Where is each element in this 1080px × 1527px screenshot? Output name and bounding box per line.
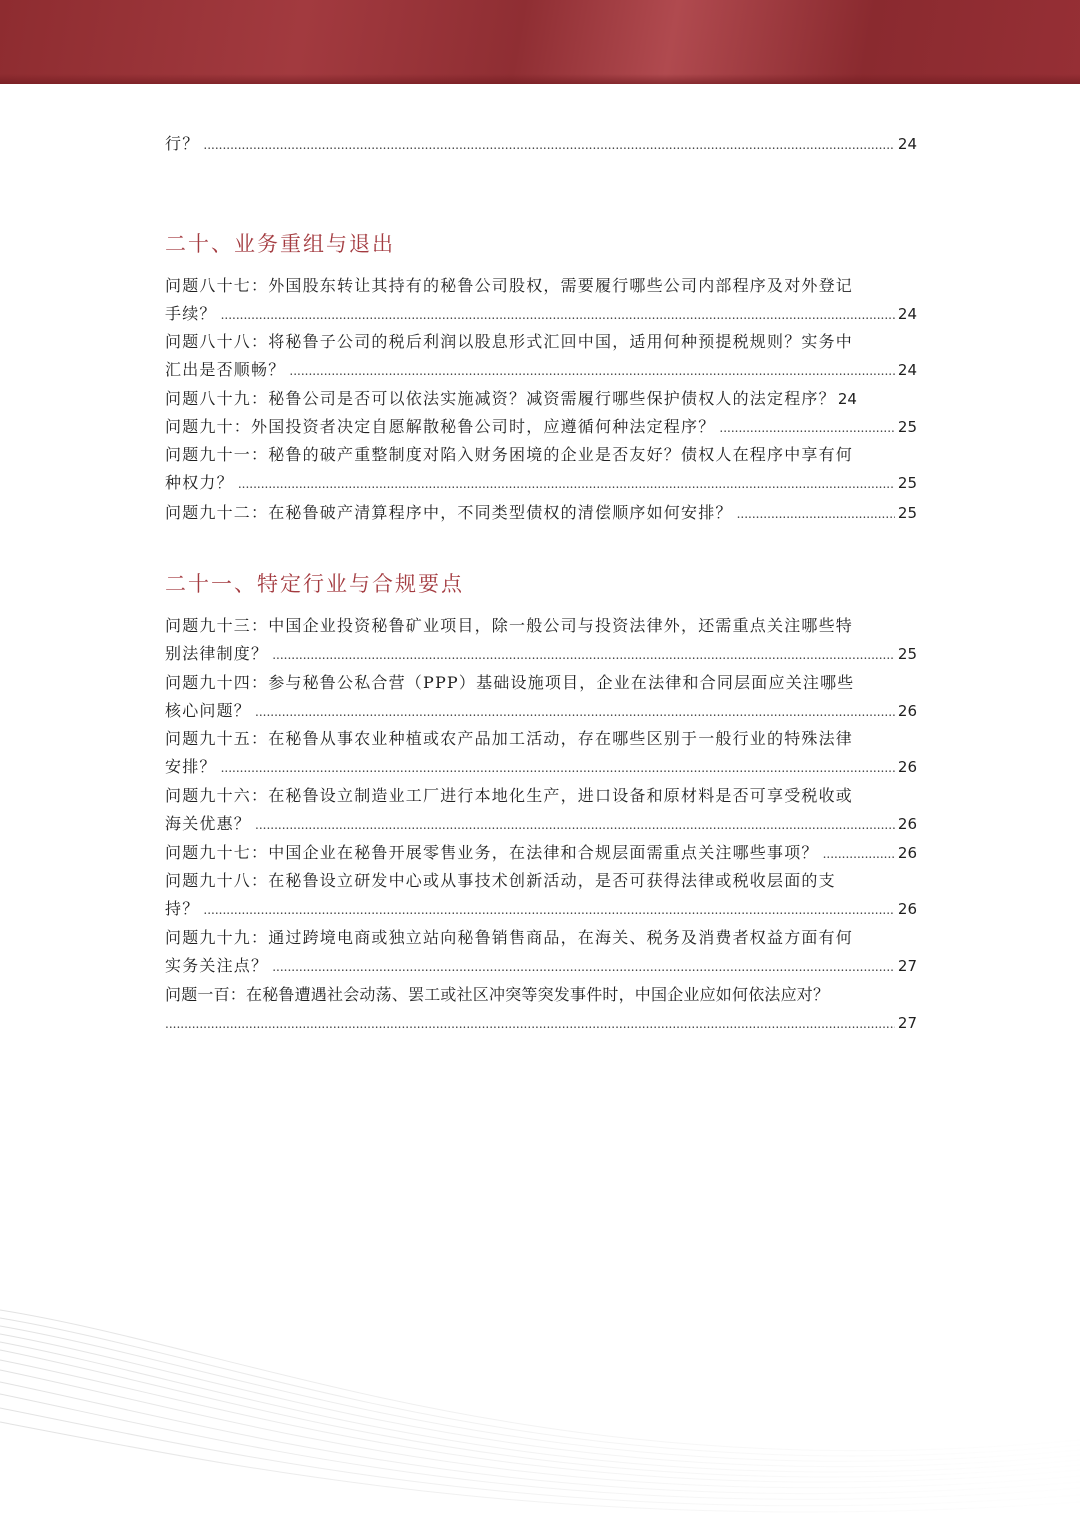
toc-entry-text: 问题八十九：秘鲁公司是否可以依法实施减资？减资需履行哪些保护债权人的法定程序？ xyxy=(165,389,836,408)
leader-dots xyxy=(238,470,895,498)
toc-entry-text: 问题九十四：参与秘鲁公私合营（PPP）基础设施项目，企业在法律和合同层面应关注哪些 xyxy=(165,673,855,692)
leader-dots xyxy=(255,698,895,726)
page-number: 25 xyxy=(897,504,917,522)
leader-dots xyxy=(823,840,895,868)
toc-entry-text: 问题一百：在秘鲁遭遇社会动荡、罢工或社区冲突等突发事件时，中国企业应如何依法应对？ xyxy=(165,985,830,1004)
page-number: 27 xyxy=(897,957,917,975)
toc-entry[interactable] xyxy=(165,839,917,867)
section-heading[interactable]: 二十一、特定行业与合规要点 xyxy=(165,572,464,596)
footer-wave-decoration xyxy=(0,1290,1080,1527)
leader-dots xyxy=(272,953,895,981)
toc-entry-text-cont: 持？ xyxy=(165,899,200,918)
page-number: 24 xyxy=(897,135,917,153)
toc-entry[interactable] xyxy=(165,499,917,527)
page-number: 24 xyxy=(837,390,857,408)
toc-entry[interactable] xyxy=(165,328,917,384)
toc-entry[interactable] xyxy=(165,669,917,725)
toc-entry-text: 问题八十七：外国股东转让其持有的秘鲁公司股权，需要履行哪些公司内部程序及对外登记 xyxy=(165,276,854,295)
page-number: 25 xyxy=(897,418,917,436)
toc-entry-text: 问题九十一：秘鲁的破产重整制度对陷入财务困境的企业是否友好？债权人在程序中享有何 xyxy=(165,445,854,464)
leader-dots xyxy=(221,301,895,329)
leader-dots xyxy=(165,1010,895,1038)
toc-entry[interactable] xyxy=(165,272,917,328)
page-number: 26 xyxy=(897,815,917,833)
toc-entry[interactable] xyxy=(165,782,917,838)
toc-entry-text-cont: 实务关注点？ xyxy=(165,956,269,975)
toc-entry-text: 问题九十八：在秘鲁设立研发中心或从事技术创新活动，是否可获得法律或税收层面的支 xyxy=(165,871,836,890)
toc-entry[interactable] xyxy=(165,867,917,923)
toc-entry[interactable] xyxy=(165,385,917,413)
page-number: 26 xyxy=(897,758,917,776)
toc-entry-text-cont: 种权力？ xyxy=(165,473,234,492)
leader-dots xyxy=(719,414,895,442)
toc-entry-text: 问题九十三：中国企业投资秘鲁矿业项目，除一般公司与投资法律外，还需重点关注哪些特 xyxy=(165,616,854,635)
toc-entry[interactable] xyxy=(165,725,917,781)
page-number: 27 xyxy=(897,1014,917,1032)
toc-entry-text: 问题九十七：中国企业在秘鲁开展零售业务，在法律和合规层面需重点关注哪些事项？ xyxy=(165,843,819,862)
leader-dots xyxy=(203,896,895,924)
toc-entry[interactable] xyxy=(165,981,917,1037)
toc-entry[interactable] xyxy=(165,924,917,980)
toc-entry-continuation[interactable] xyxy=(165,130,917,158)
toc-entry-text: 问题九十五：在秘鲁从事农业种植或农产品加工活动，存在哪些区别于一般行业的特殊法律 xyxy=(165,729,854,748)
toc-entry[interactable] xyxy=(165,413,917,441)
toc-entry-text-cont: 核心问题？ xyxy=(165,701,252,720)
leader-dots xyxy=(221,754,895,782)
page-number: 25 xyxy=(897,474,917,492)
toc-entry-text-cont: 汇出是否顺畅？ xyxy=(165,360,286,379)
page-number: 26 xyxy=(897,844,917,862)
toc-entry[interactable] xyxy=(165,612,917,668)
page-number: 24 xyxy=(897,305,917,323)
toc-entry-text-cont: 别法律制度？ xyxy=(165,644,269,663)
page-number: 25 xyxy=(897,645,917,663)
leader-dots xyxy=(289,357,895,385)
leader-dots xyxy=(203,131,895,159)
page-number: 26 xyxy=(897,900,917,918)
toc-entry-text: 行？ xyxy=(165,134,200,153)
section-heading[interactable]: 二十、业务重组与退出 xyxy=(165,232,395,256)
leader-dots xyxy=(272,641,895,669)
toc-entry-text: 问题九十九：通过跨境电商或独立站向秘鲁销售商品，在海关、税务及消费者权益方面有何 xyxy=(165,928,854,947)
page-number: 26 xyxy=(897,702,917,720)
leader-dots xyxy=(737,500,895,528)
toc-entry-text: 问题九十二：在秘鲁破产清算程序中，不同类型债权的清偿顺序如何安排？ xyxy=(165,503,733,522)
toc-entry-text: 问题八十八：将秘鲁子公司的税后利润以股息形式汇回中国，适用何种预提税规则？实务中 xyxy=(165,332,854,351)
page-number: 24 xyxy=(897,361,917,379)
toc-entry-text: 问题九十：外国投资者决定自愿解散秘鲁公司时，应遵循何种法定程序？ xyxy=(165,417,716,436)
toc-entry-text-cont: 手续？ xyxy=(165,304,217,323)
toc-entry-text-cont: 安排？ xyxy=(165,757,217,776)
leader-dots xyxy=(255,811,895,839)
toc-entry-text: 问题九十六：在秘鲁设立制造业工厂进行本地化生产，进口设备和原材料是否可享受税收或 xyxy=(165,786,854,805)
toc-entry-text-cont: 海关优惠？ xyxy=(165,814,252,833)
header-banner xyxy=(0,0,1080,84)
toc-entry[interactable] xyxy=(165,441,917,497)
